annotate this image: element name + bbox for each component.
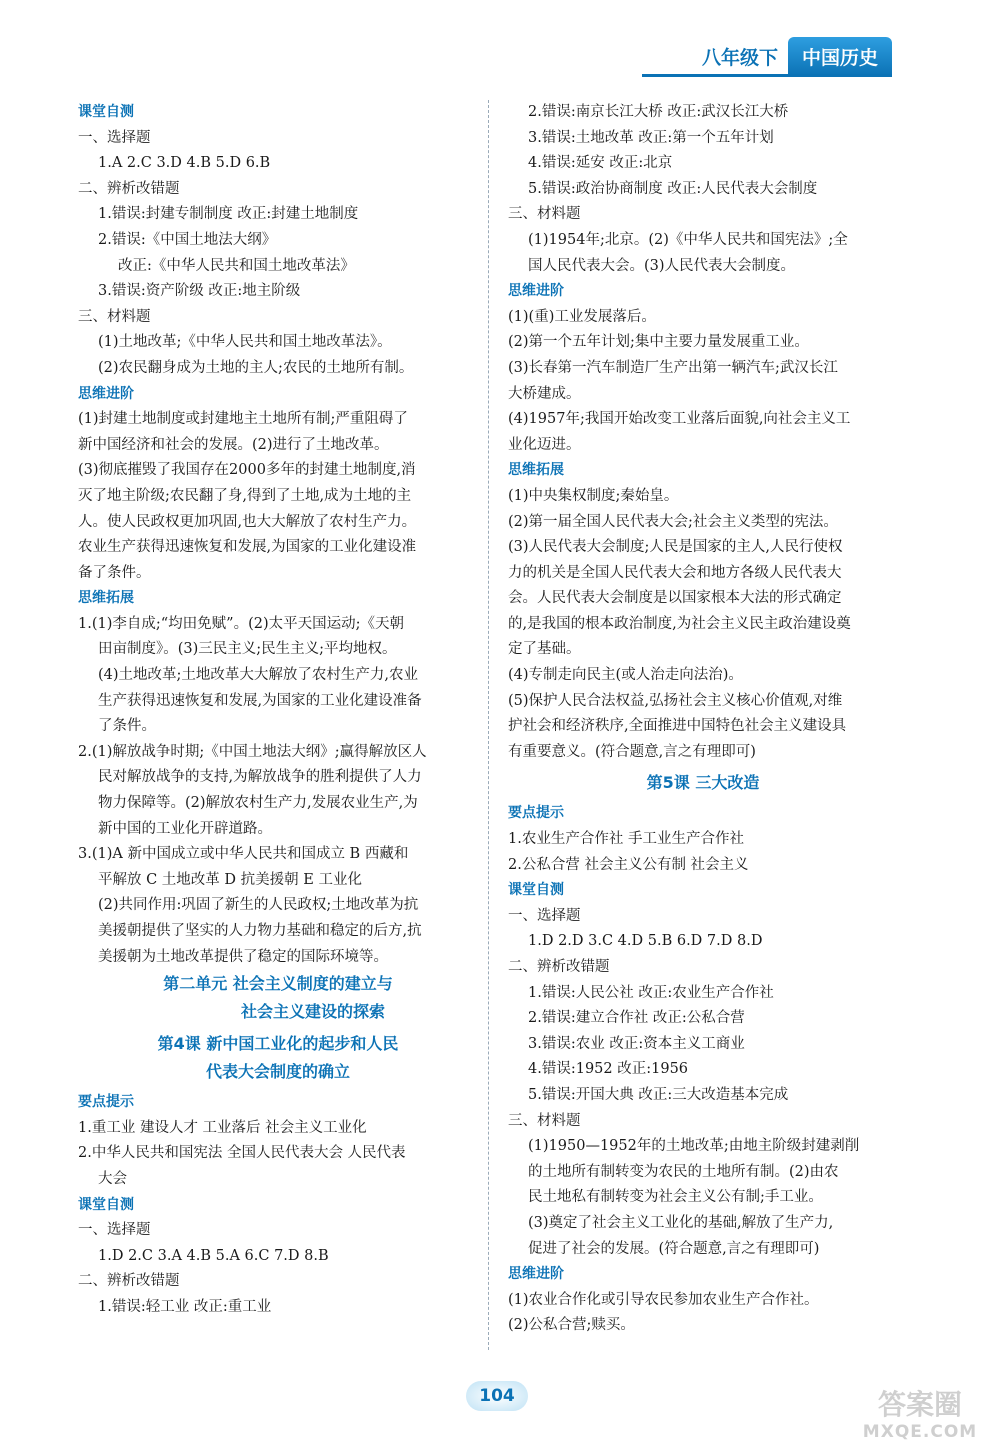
- text-line: (3)长春第一汽车制造厂生产出第一辆汽车;武汉长江: [508, 359, 838, 376]
- text-line: 的土地所有制转变为农民的土地所有制。(2)由农: [528, 1163, 839, 1180]
- text-line: 2.错误:建立合作社 改正:公私合营: [528, 1010, 745, 1027]
- text-line: (3)人民代表大会制度;人民是国家的主人,人民行使权: [508, 539, 843, 556]
- text-line: (2)农民翻身成为土地的主人;农民的土地所有制。: [98, 359, 414, 376]
- section-title: 课堂自测: [78, 1196, 134, 1213]
- text-line: 1.(1)李自成;“均田免赋”。(2)太平天国运动;《天朝: [78, 615, 405, 632]
- text-line: 田亩制度》。(3)三民主义;民生主义;平均地权。: [98, 641, 397, 658]
- text-line: 业化迈进。: [508, 436, 581, 453]
- section-title: 课堂自测: [508, 882, 564, 899]
- page-number: 104: [466, 1381, 528, 1411]
- text-line: 一、选择题: [508, 907, 581, 924]
- text-line: 1.错误:人民公社 改正:农业生产合作社: [528, 984, 774, 1001]
- text-line: 1.A 2.C 3.D 4.B 5.D 6.B: [98, 155, 271, 172]
- section-title: 思维进阶: [508, 283, 564, 300]
- text-line: 二、辨析改错题: [78, 1273, 180, 1290]
- watermark-logo: [850, 1388, 990, 1444]
- section-title: 思维进阶: [508, 1266, 564, 1283]
- text-line: 1.农业生产合作社 手工业生产合作社: [508, 831, 744, 848]
- text-line: 4.错误:延安 改正:北京: [528, 155, 673, 172]
- text-line: 2.公私合营 社会主义公有制 社会主义: [508, 856, 749, 873]
- text-line: 一、选择题: [78, 129, 151, 146]
- section-title: 思维拓展: [508, 462, 564, 479]
- text-line: 物力保障等。(2)解放农村生产力,发展农业生产,为: [98, 795, 418, 812]
- text-line: 平解放 C 土地改革 D 抗美援朝 E 工业化: [98, 871, 362, 888]
- text-line: 新中国的工业化开辟道路。: [98, 820, 272, 837]
- text-line: 农业生产获得迅速恢复和发展,为国家的工业化建设准: [78, 539, 417, 556]
- text-line: 力的机关是全国人民代表大会和地方各级人民代表大: [508, 564, 842, 581]
- text-line: 1.重工业 建设人才 工业落后 社会主义工业化: [78, 1119, 367, 1136]
- text-line: 1.D 2.D 3.C 4.D 5.B 6.D 7.D 8.D: [528, 933, 763, 950]
- header-rule: [642, 74, 892, 77]
- text-line: (2)公私合营;赎买。: [508, 1317, 635, 1334]
- column-divider: [488, 100, 489, 1350]
- text-line: 1.D 2.C 3.A 4.B 5.A 6.C 7.D 8.B: [98, 1247, 329, 1264]
- text-line: 3.错误:农业 改正:资本主义工商业: [528, 1035, 745, 1052]
- text-line: (2)第一个五年计划;集中主要力量发展重工业。: [508, 334, 809, 351]
- text-line: 备了条件。: [78, 564, 151, 581]
- text-line: 2.错误:《中国土地法大纲》: [98, 231, 277, 248]
- watermark-url: MXQE.COM: [862, 1422, 978, 1442]
- text-line: 1.错误:轻工业 改正:重工业: [98, 1298, 272, 1315]
- text-line: 三、材料题: [508, 1112, 581, 1129]
- text-line: 二、辨析改错题: [508, 959, 610, 975]
- text-line: 了条件。: [98, 718, 156, 735]
- text-line: 三、材料题: [78, 308, 151, 325]
- lesson-title: 代表大会制度的确立: [205, 1062, 350, 1082]
- text-line: (4)专制走向民主(或人治走向法治)。: [508, 667, 743, 684]
- unit-title: 社会主义建设的探索: [240, 1002, 385, 1022]
- text-line: 3.错误:资产阶级 改正:地主阶级: [98, 283, 301, 300]
- left-column: [78, 100, 478, 1321]
- text-line: 大桥建成。: [508, 385, 581, 402]
- text-line: 2.错误:南京长江大桥 改正:武汉长江大桥: [528, 104, 789, 120]
- text-line: 的,是我国的根本政治制度,为社会主义民主政治建设奠: [508, 615, 851, 632]
- text-line: (1)土地改革;《中华人民共和国土地改革法》。: [98, 334, 392, 351]
- section-title: 要点提示: [78, 1094, 134, 1111]
- text-line: 美援朝提供了坚实的人力物力基础和稳定的后方,抗: [98, 923, 422, 939]
- text-line: 2.(1)解放战争时期;《中国土地法大纲》;赢得解放区人: [78, 743, 427, 760]
- right-column: [508, 100, 898, 1339]
- unit-title: 第二单元 社会主义制度的建立与: [163, 974, 393, 994]
- text-line: (1)封建土地制度或封建地主土地所有制;严重阻碍了: [78, 411, 408, 428]
- lesson-title: 第5课 三大改造: [646, 773, 760, 793]
- text-line: 2.中华人民共和国宪法 全国人民代表大会 人民代表: [78, 1145, 406, 1162]
- text-line: 3.(1)A 新中国成立或中华人民共和国成立 B 西藏和: [78, 846, 409, 863]
- text-line: 三、材料题: [508, 206, 581, 223]
- text-line: 3.错误:土地改革 改正:第一个五年计划: [528, 129, 774, 146]
- text-line: 会。人民代表大会制度是以国家根本大法的形式确定: [508, 590, 842, 607]
- text-line: (4)土地改革;土地改革大大解放了农村生产力,农业: [98, 667, 419, 684]
- text-line: 5.错误:开国大典 改正:三大改造基本完成: [528, 1086, 789, 1103]
- watermark-text: 答案圈: [877, 1388, 962, 1421]
- section-title: 思维进阶: [78, 385, 134, 402]
- text-line: 一、选择题: [78, 1222, 151, 1239]
- text-line: 二、辨析改错题: [78, 180, 180, 197]
- page-header: [702, 36, 892, 76]
- text-line: (3)彻底摧毁了我国存在2000多年的封建土地制度,消: [78, 462, 416, 479]
- text-line: 4.错误:1952 改正:1956: [528, 1061, 689, 1078]
- text-line: 1.错误:封建专制制度 改正:封建土地制度: [98, 206, 359, 223]
- text-line: 改正:《中华人民共和国土地改革法》: [118, 257, 355, 274]
- lesson-title: 第4课 新中国工业化的起步和人民: [157, 1034, 399, 1054]
- text-line: (1)农业合作化或引导农民参加农业生产合作社。: [508, 1291, 819, 1308]
- text-line: (4)1957年;我国开始改变工业落后面貌,向社会主义工: [508, 411, 851, 428]
- text-line: 人。使人民政权更加巩固,也大大解放了农村生产力。: [78, 513, 417, 530]
- text-line: 国人民代表大会。(3)人民代表大会制度。: [528, 257, 796, 274]
- text-line: (2)第一届全国人民代表大会;社会主义类型的宪法。: [508, 513, 838, 530]
- section-title: 课堂自测: [78, 104, 134, 120]
- text-line: (1)1954年;北京。(2)《中华人民共和国宪法》;全: [528, 231, 848, 248]
- grade-label: 八年级下: [701, 46, 778, 69]
- text-line: 促进了社会的发展。(符合题意,言之有理即可): [528, 1240, 820, 1257]
- text-line: (1)中央集权制度;秦始皇。: [508, 487, 679, 504]
- text-line: 生产获得迅速恢复和发展,为国家的工业化建设准备: [98, 692, 422, 709]
- text-line: 护社会和经济秩序,全面推进中国特色社会主义建设具: [508, 718, 847, 735]
- section-title: 思维拓展: [78, 590, 134, 607]
- text-line: 有重要意义。(符合题意,言之有理即可): [508, 743, 756, 760]
- text-line: 灭了地主阶级;农民翻了身,得到了土地,成为土地的主: [78, 487, 412, 504]
- section-title: 要点提示: [508, 805, 564, 822]
- text-line: 美援朝为土地改革提供了稳定的国际环境等。: [98, 948, 388, 965]
- text-line: 定了基础。: [508, 641, 581, 658]
- text-line: (3)奠定了社会主义工业化的基础,解放了生产力,: [528, 1214, 834, 1231]
- text-line: 民土地私有制转变为社会主义公有制;手工业。: [528, 1189, 823, 1206]
- text-line: (2)共同作用:巩固了新生的人民政权;土地改革为抗: [98, 897, 419, 914]
- text-line: 大会: [98, 1170, 127, 1187]
- text-line: 5.错误:政治协商制度 改正:人民代表大会制度: [528, 180, 818, 197]
- text-line: 民对解放战争的支持,为解放战争的胜利提供了人力: [98, 769, 422, 786]
- text-line: (5)保护人民合法权益,弘扬社会主义核心价值观,对维: [508, 692, 843, 709]
- text-line: (1)1950—1952年的土地改革;由地主阶级封建剥削: [528, 1138, 860, 1155]
- text-line: 新中国经济和社会的发展。(2)进行了土地改革。: [78, 436, 389, 453]
- text-line: (1)(重)工业发展落后。: [508, 308, 656, 325]
- subject-tab: 中国历史: [788, 37, 892, 76]
